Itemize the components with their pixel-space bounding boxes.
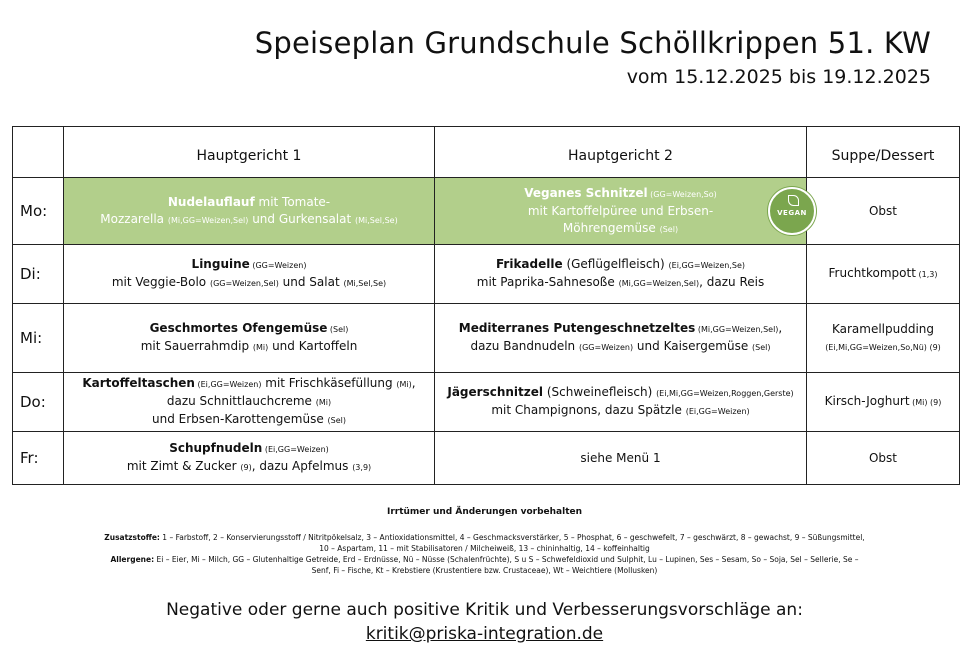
day-label: Mo: xyxy=(13,178,64,245)
dessert-cell xyxy=(807,373,960,432)
allergen-note: (Mi) xyxy=(315,398,332,407)
dish-text: mit Sauerrahmdip xyxy=(140,339,253,353)
dish-text: Mozzarella xyxy=(100,211,168,226)
dish-text: und Kartoffeln xyxy=(268,339,358,353)
allergen-note: (Mi) xyxy=(252,343,269,352)
page-title: Speiseplan Grundschule Schöllkrippen 51. KW xyxy=(254,26,931,60)
dish-text: mit Kartoffelpüree und Erbsen- xyxy=(527,203,714,218)
menu-table xyxy=(12,126,960,485)
allergen-note: (GG=Weizen) xyxy=(249,261,307,270)
dish-name: Nudelauflauf xyxy=(167,194,255,209)
dish-text: dazu Schnittlauchcreme xyxy=(166,394,316,408)
allergen-note: (Sel) xyxy=(659,224,679,234)
feedback-email-row xyxy=(0,624,969,644)
dish-cell xyxy=(64,432,435,485)
dessert-cell: Obst xyxy=(807,432,960,485)
dish-cell xyxy=(435,373,807,432)
vegan-badge-icon xyxy=(768,187,816,235)
dish-name: Geschmortes Ofengemüse xyxy=(149,321,328,335)
dessert-cell xyxy=(807,304,960,373)
dessert-name: Fruchtkompott xyxy=(828,266,916,280)
date-range: vom 15.12.2025 bis 19.12.2025 xyxy=(626,66,931,88)
table-row-tuesday xyxy=(13,245,960,304)
allergene-text: Ei – Eier, Mi – Milch, GG – Glutenhaltige Getreide, Erd – Erdnüsse, Nü – Nüsse (Schalenfrüchte), S u S – Schwefeldioxid und Sulphit, Lu – Lupinen, Ses – Sesam, So – Soja, Sel – Sellerie, Se – Senf, Fi – Fische, Kt – Krebstiere (Krustentiere bzw. Crustaceae), Wt – Weichtiere (Mollusken) xyxy=(154,555,859,575)
dish-text: Möhrengemüse xyxy=(562,220,660,235)
dish-cell xyxy=(435,245,807,304)
dish-cell xyxy=(64,178,435,245)
header-suppe-dessert: Suppe/Dessert xyxy=(807,127,960,178)
allergen-note: (Ei,GG=Weizen,Se) xyxy=(668,261,746,270)
allergen-note: (GG=Weizen,Sel) xyxy=(209,279,279,288)
header-empty xyxy=(13,127,64,178)
dish-text: und Kaisergemüse xyxy=(633,339,753,353)
allergen-note: (Mi,Sel,Se) xyxy=(343,279,387,288)
dish-cell xyxy=(435,304,807,373)
dish-cell: siehe Menü 1 xyxy=(435,432,807,485)
dish-cell xyxy=(64,245,435,304)
allergen-note: (9) xyxy=(240,463,252,472)
feedback-email-link[interactable]: kritik@priska-integration.de xyxy=(365,624,604,644)
allergen-note: (Ei,GG=Weizen) xyxy=(194,380,262,389)
allergen-note: (Ei,GG=Weizen) xyxy=(685,407,750,416)
dessert-name: Karamellpudding xyxy=(831,321,935,336)
zusatzstoffe-label: Zusatzstoffe: xyxy=(104,533,160,542)
allergen-note: (Mi,Sel,Se) xyxy=(355,215,398,225)
header-hauptgericht-1: Hauptgericht 1 xyxy=(64,127,435,178)
dish-name: Schupfnudeln xyxy=(169,441,263,455)
vegan-badge-label: VEGAN xyxy=(777,209,807,217)
dish-text: mit Veggie-Bolo xyxy=(111,275,210,289)
dish-name: Kartoffeltaschen xyxy=(82,376,195,390)
allergen-note: (Mi,GG=Weizen,Sel) xyxy=(618,279,700,288)
dish-text: mit Zimt & Zucker xyxy=(126,459,241,473)
dish-text: , xyxy=(778,321,783,335)
allergen-note: (Sel) xyxy=(327,416,346,425)
table-header-row xyxy=(13,127,960,178)
disclaimer: Irrtümer und Änderungen vorbehalten xyxy=(386,507,583,517)
allergen-note: (Ei,Mi,GG=Weizen,Roggen,Gerste) xyxy=(656,389,794,398)
day-label: Mi: xyxy=(13,304,64,373)
allergen-note: (Mi,GG=Weizen,Sel) xyxy=(695,325,779,334)
header-hauptgericht-2: Hauptgericht 2 xyxy=(435,127,807,178)
table-row-monday xyxy=(13,178,960,245)
dessert-name: Kirsch-Joghurt xyxy=(824,394,910,408)
day-label: Fr: xyxy=(13,432,64,485)
dish-text: und Gurkensalat xyxy=(248,211,356,226)
dessert-cell xyxy=(807,245,960,304)
dish-text: , dazu Apfelmus xyxy=(251,459,353,473)
dish-text: mit Tomate- xyxy=(254,194,331,209)
dish-name: Jägerschnitzel xyxy=(447,385,543,399)
dish-cell xyxy=(64,373,435,432)
zusatzstoffe-text: 1 – Farbstoff, 2 – Konservierungsstoff / Nitritpökelsalz, 3 – Antioxidationsmittel, 4 – Geschmacksverstärker, 5 – Phosphat, 6 – geschwefelt, 7 – geschwärzt, 8 – gewachst, 9 – Süßungsmittel, 10 – Aspartam, 11 – mit Stabilisatoren / Milcheiweiß, 13 – chininhaltig, 14 – koffeinhaltig xyxy=(159,533,865,553)
dish-text: dazu Bandnudeln xyxy=(470,339,579,353)
dish-text: mit Frischkäsefüllung xyxy=(261,376,397,390)
dish-name: Mediterranes Putengeschnetzeltes xyxy=(458,321,696,335)
allergen-note: (Mi,GG=Weizen,Sel) xyxy=(167,215,249,225)
legend xyxy=(100,532,869,576)
dish-cell xyxy=(435,178,807,245)
dish-text: , dazu Reis xyxy=(699,275,765,289)
day-label: Do: xyxy=(13,373,64,432)
allergen-note: (Ei,Mi,GG=Weizen,So,Nü) (9) xyxy=(825,342,941,352)
dish-name: Veganes Schnitzel xyxy=(524,185,648,200)
dish-text: und Salat xyxy=(278,275,344,289)
table-row-wednesday xyxy=(13,304,960,373)
allergen-note: (1,3) xyxy=(915,270,938,279)
dish-text: mit Champignons, dazu Spätzle xyxy=(491,403,686,417)
allergen-note: (Sel) xyxy=(752,343,771,352)
allergen-note: (Sel) xyxy=(327,325,349,334)
allergen-note: (Mi) xyxy=(396,380,412,389)
allergen-note: (Ei,GG=Weizen) xyxy=(262,445,329,454)
allergen-note: (GG=Weizen) xyxy=(578,343,634,352)
allergene-label: Allergene: xyxy=(110,555,155,564)
dish-text: , xyxy=(411,376,416,390)
dish-name: Linguine xyxy=(191,257,250,271)
dessert-cell: Obst xyxy=(807,178,960,245)
table-row-thursday xyxy=(13,373,960,432)
dish-text: (Geflügelfleisch) xyxy=(562,257,669,271)
feedback-text: Negative oder gerne auch positive Kritik und Verbesserungsvorschläge an: xyxy=(166,600,803,620)
allergen-note: (GG=Weizen,So) xyxy=(647,189,717,199)
dish-text: und Erbsen-Karottengemüse xyxy=(152,412,328,426)
dish-cell-content xyxy=(439,185,807,238)
allergen-note: (3,9) xyxy=(352,463,372,472)
allergen-note: (Mi) (9) xyxy=(909,398,942,407)
dish-cell xyxy=(64,304,435,373)
day-label: Di: xyxy=(13,245,64,304)
dish-name: Frikadelle xyxy=(495,257,563,271)
table-row-friday xyxy=(13,432,960,485)
dish-text: mit Paprika-Sahnesoße xyxy=(476,275,619,289)
dish-text: (Schweinefleisch) xyxy=(543,385,657,399)
